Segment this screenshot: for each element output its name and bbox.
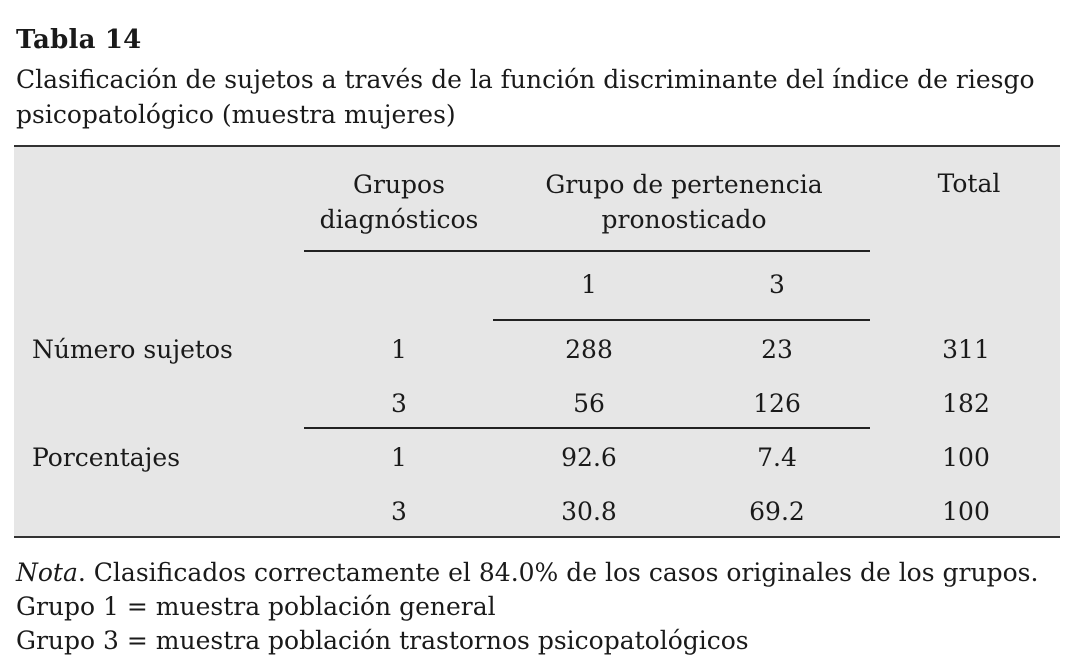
section-rule bbox=[304, 427, 870, 429]
table-cell: 69.2 bbox=[749, 497, 805, 526]
note-grupo-3: Grupo 3 = muestra población trastornos psicopatológicos bbox=[16, 626, 749, 655]
table-cell: 92.6 bbox=[561, 443, 617, 472]
table-cell: 311 bbox=[942, 335, 990, 364]
table-cell: 1 bbox=[391, 335, 407, 364]
table-cell: 23 bbox=[761, 335, 793, 364]
header-grupo-pertenencia: Grupo de pertenencia pronosticado bbox=[545, 170, 823, 234]
table-cell: 1 bbox=[391, 443, 407, 472]
header-rule-sub bbox=[493, 319, 870, 321]
subheader-1: 1 bbox=[581, 270, 597, 299]
data-table bbox=[14, 145, 1060, 538]
table-cell: 30.8 bbox=[561, 497, 617, 526]
table-caption: Clasificación de sujetos a través de la función discriminante del índice de riesgo psicopatológico (muestra mujeres) bbox=[16, 65, 1035, 129]
table-cell: 100 bbox=[942, 443, 990, 472]
header-grupos-diagnosticos: Grupos diagnósticos bbox=[319, 170, 479, 234]
note-text: . Clasificados correctamente el 84.0% de los casos originales de los grupos. bbox=[77, 558, 1039, 587]
table-cell: 100 bbox=[942, 497, 990, 526]
table-cell: 56 bbox=[573, 389, 605, 418]
note-grupo-1: Grupo 1 = muestra población general bbox=[16, 592, 496, 621]
header-total: Total bbox=[937, 169, 1001, 198]
header-rule-top bbox=[304, 250, 870, 252]
row-label-numero-sujetos: Número sujetos bbox=[32, 335, 233, 364]
table-cell: 288 bbox=[565, 335, 613, 364]
table-cell: 3 bbox=[391, 497, 407, 526]
row-label-porcentajes: Porcentajes bbox=[32, 443, 181, 472]
table-cell: 126 bbox=[753, 389, 801, 418]
table-title: Tabla 14 bbox=[16, 25, 142, 55]
table-cell: 182 bbox=[942, 389, 990, 418]
table-cell: 3 bbox=[391, 389, 407, 418]
table-cell: 7.4 bbox=[757, 443, 797, 472]
subheader-3: 3 bbox=[769, 270, 785, 299]
note-line bbox=[16, 556, 1038, 590]
note-label: Nota bbox=[16, 558, 78, 587]
